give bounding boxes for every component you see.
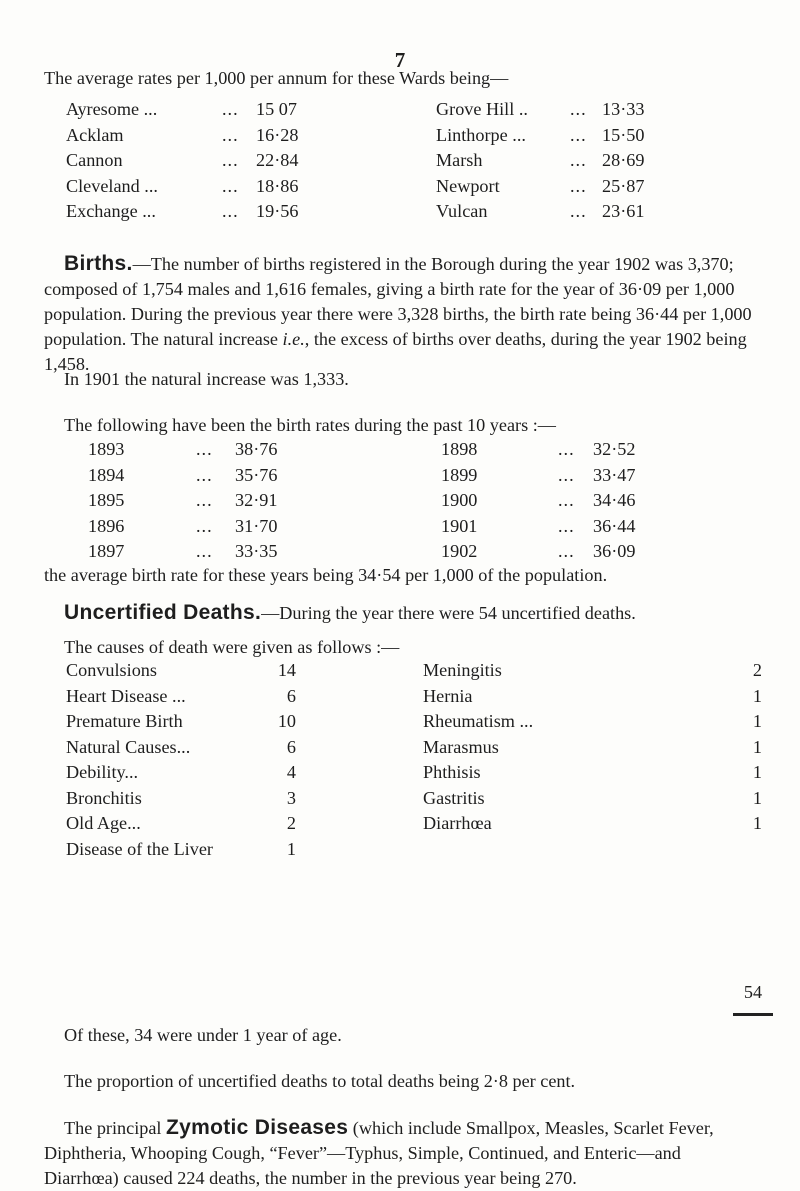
- birth-rates-intro: The following have been the birth rates during the past 10 years :—: [64, 415, 556, 435]
- uncertified-heading: Uncertified Deaths.: [64, 601, 262, 624]
- dot-leader: ...: [196, 490, 213, 510]
- dot-leader: ...: [558, 541, 575, 561]
- cause-count: 1: [752, 813, 762, 833]
- dot-leader: ...: [558, 464, 575, 485]
- birth-year: 1893: [88, 439, 125, 459]
- cause-name: Diarrhœa: [423, 813, 492, 833]
- birth-rate: 35·76: [235, 464, 278, 485]
- cause-name: Natural Causes...: [66, 736, 191, 757]
- cause-count: 2: [752, 660, 762, 680]
- cause-count: 1: [752, 762, 762, 782]
- ward-rate: 16·28: [256, 124, 299, 145]
- cause-count: 10: [277, 711, 296, 731]
- ward-name: Linthorpe ...: [436, 124, 526, 145]
- cause-name: Debility...: [66, 762, 139, 782]
- cause-count: 4: [286, 762, 296, 782]
- ward-rates-intro: The average rates per 1,000 per annum for these Wards being—: [44, 68, 509, 88]
- birth-year: 1894: [88, 464, 125, 485]
- ward-name: Vulcan: [436, 201, 488, 221]
- cause-row: [0, 837, 800, 862]
- ward-name: Ayresome ...: [66, 99, 158, 119]
- births-heading: Births.: [64, 252, 133, 275]
- natural-increase-1901: In 1901 the natural increase was 1,333.: [64, 369, 349, 389]
- dot-leader: ...: [196, 541, 213, 561]
- cause-name: Disease of the Liver: [66, 838, 213, 859]
- ward-rate: 23·61: [602, 201, 645, 221]
- cause-name: Rheumatism ...: [423, 711, 534, 731]
- ward-rate: 28·69: [602, 150, 645, 170]
- dot-leader: ...: [558, 490, 575, 510]
- zymotic-heading: Zymotic Diseases: [166, 1116, 349, 1139]
- cause-name: Premature Birth: [66, 711, 183, 731]
- ward-row: [0, 148, 800, 173]
- cause-row: [0, 811, 800, 836]
- page-number: 7: [394, 48, 406, 72]
- cause-count: 1: [752, 685, 762, 706]
- cause-row: [0, 786, 800, 811]
- ward-name: Grove Hill ..: [436, 99, 528, 119]
- ward-row: [0, 174, 800, 199]
- cause-name: Heart Disease ...: [66, 685, 186, 706]
- cause-count: 6: [286, 736, 296, 757]
- ward-rate: 22·84: [256, 150, 299, 170]
- dot-leader: ...: [570, 150, 587, 170]
- dot-leader: ...: [570, 124, 587, 145]
- cause-name: Old Age...: [66, 813, 141, 833]
- birth-rate-average: the average birth rate for these years being 34·54 per 1,000 of the population.: [44, 565, 608, 585]
- ward-rate: 15·50: [602, 124, 645, 145]
- birth-rate: 33·35: [235, 541, 278, 561]
- birth-year: 1896: [88, 515, 125, 536]
- dot-leader: ...: [558, 515, 575, 536]
- birth-year: 1901: [441, 515, 478, 536]
- cause-count: 1: [752, 736, 762, 757]
- birth-rate-row: [0, 488, 800, 513]
- cause-name: Hernia: [423, 685, 473, 706]
- uncertified-text: —During the year there were 54 uncertified deaths.: [261, 603, 636, 623]
- birth-rate: 33·47: [593, 464, 636, 485]
- under-one-year: Of these, 34 were under 1 year of age.: [64, 1025, 342, 1045]
- zymotic-paragraph: [44, 1115, 760, 1191]
- cause-count: 2: [286, 813, 296, 833]
- ward-name: Acklam: [66, 124, 124, 145]
- total-rule: [733, 1013, 773, 1016]
- dot-leader: ...: [222, 124, 239, 145]
- birth-rate: 34·46: [593, 490, 636, 510]
- cause-row: [0, 735, 800, 760]
- cause-row: [0, 709, 800, 734]
- ward-rate: 13·33: [602, 99, 645, 119]
- birth-rate: 32·52: [593, 439, 636, 459]
- ward-name: Exchange ...: [66, 201, 156, 221]
- dot-leader: ...: [196, 515, 213, 536]
- cause-name: Marasmus: [423, 736, 499, 757]
- birth-rate: 36·44: [593, 515, 636, 536]
- birth-rate: 36·09: [593, 541, 636, 561]
- birth-rate-row: [0, 437, 800, 462]
- cause-name: Meningitis: [423, 660, 502, 680]
- birth-year: 1895: [88, 490, 125, 510]
- dot-leader: ...: [558, 439, 575, 459]
- ward-rate: 15 07: [256, 99, 297, 119]
- uncertified-paragraph: [44, 600, 760, 626]
- dot-leader: ...: [222, 201, 239, 221]
- ward-row: [0, 123, 800, 148]
- uncertified-proportion: The proportion of uncertified deaths to total deaths being 2·8 per cent.: [64, 1071, 576, 1091]
- birth-year: 1898: [441, 439, 478, 459]
- dot-leader: ...: [570, 99, 587, 119]
- ward-row: [0, 199, 800, 224]
- cause-name: Phthisis: [423, 762, 481, 782]
- ward-name: Marsh: [436, 150, 483, 170]
- births-ie: i.e.: [282, 329, 305, 349]
- dot-leader: ...: [570, 201, 587, 221]
- causes-total: 54: [743, 982, 763, 1002]
- birth-rate: 38·76: [235, 439, 278, 459]
- dot-leader: ...: [196, 439, 213, 459]
- birth-year: 1899: [441, 464, 478, 485]
- cause-name: Bronchitis: [66, 787, 142, 808]
- births-text-2: , the excess of births over deaths, during the year 1902 being 1,458.: [44, 329, 747, 374]
- ward-row: [0, 97, 800, 122]
- birth-year: 1902: [441, 541, 478, 561]
- cause-name: Gastritis: [423, 787, 485, 808]
- birth-rate: 32·91: [235, 490, 278, 510]
- dot-leader: ...: [570, 175, 587, 196]
- cause-count: 6: [286, 685, 296, 706]
- birth-year: 1900: [441, 490, 478, 510]
- cause-row: [0, 760, 800, 785]
- ward-rate: 25·87: [602, 175, 645, 196]
- cause-count: 14: [277, 660, 296, 680]
- zymotic-text: (which include Smallpox, Measles, Scarlet Fever, Diphtheria, Whooping Cough, “Fever”—Typhus, Simple, Continued, and Enteric—and Diarrhœa) caused 224 deaths, the number in the previous year being 270.: [44, 1118, 714, 1188]
- ward-rate: 18·86: [256, 175, 299, 196]
- birth-year: 1897: [88, 541, 125, 561]
- ward-name: Cleveland ...: [66, 175, 158, 196]
- cause-row: [0, 658, 800, 683]
- birth-rate-row: [0, 539, 800, 564]
- cause-row: [0, 684, 800, 709]
- birth-rate-row: [0, 463, 800, 488]
- dot-leader: ...: [222, 175, 239, 196]
- births-text: —The number of births registered in the Borough during the year 1902 was 3,370; composed of 1,754 males and 1,616 females, giving a birth rate for the year of 36·09 per 1,000 population. During the previous year there were 3,328 births, the birth rate being 36·44 per 1,000 population. The natural increase: [44, 254, 752, 349]
- ward-name: Cannon: [66, 150, 123, 170]
- cause-count: 1: [286, 838, 296, 859]
- cause-count: 1: [752, 787, 762, 808]
- births-paragraph: [44, 251, 760, 377]
- dot-leader: ...: [196, 464, 213, 485]
- birth-rate: 31·70: [235, 515, 278, 536]
- dot-leader: ...: [222, 150, 239, 170]
- cause-count: 3: [286, 787, 296, 808]
- zymotic-lead: The principal: [64, 1118, 167, 1138]
- dot-leader: ...: [222, 99, 239, 119]
- cause-name: Convulsions: [66, 660, 157, 680]
- ward-name: Newport: [436, 175, 500, 196]
- birth-rate-row: [0, 514, 800, 539]
- causes-intro: The causes of death were given as follows :—: [64, 637, 400, 657]
- cause-count: 1: [752, 711, 762, 731]
- ward-rate: 19·56: [256, 201, 299, 221]
